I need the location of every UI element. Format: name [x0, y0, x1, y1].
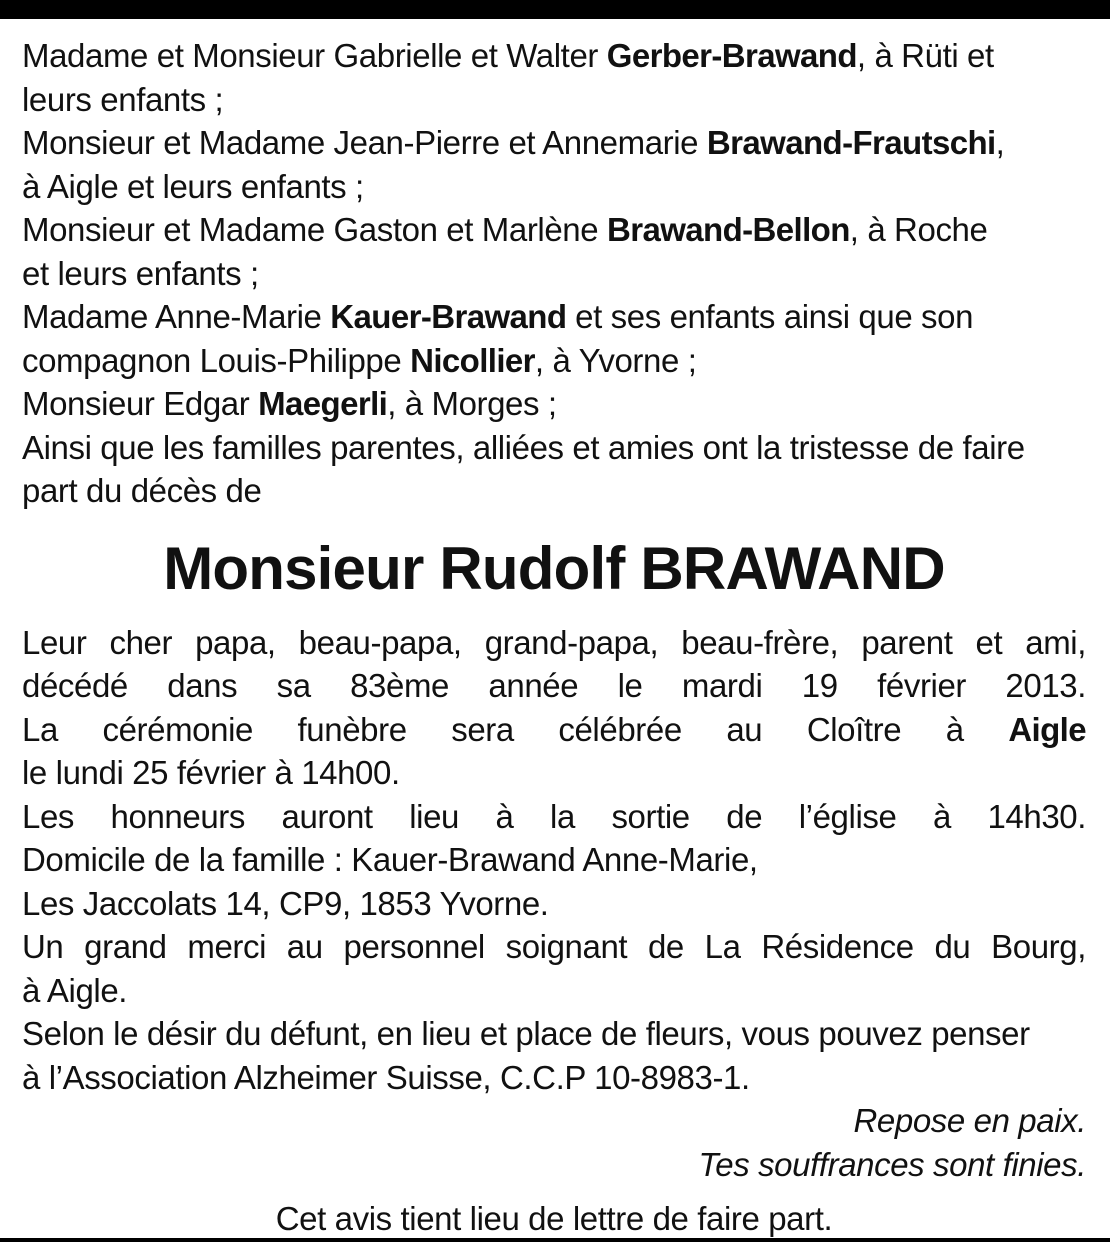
closing-note: Cet avis tient lieu de lettre de faire part. — [275, 1200, 833, 1237]
family-line: Monsieur Edgar Maegerli, à Morges ; — [22, 385, 557, 422]
body-line: Les honneurs auront lieu à la sortie de l’église à 14h30. — [22, 797, 1086, 835]
top-border-rule — [0, 0, 1110, 19]
family-surname: Maegerli — [258, 385, 388, 422]
family-surname: Brawand-Frautschi — [706, 124, 996, 161]
body-line: Domicile de la famille : Kauer-Brawand Anne-Marie, — [22, 841, 758, 878]
family-surname: Nicollier — [410, 341, 535, 379]
epitaph-line: Repose en paix. — [853, 1102, 1086, 1139]
deceased-name: Monsieur Rudolf BRAWAND — [163, 534, 945, 602]
epitaph-line: Tes souffrances sont finies. — [698, 1145, 1086, 1183]
death-notice — [22, 34, 1086, 1242]
body-line: décédé dans sa 83ème année le mardi 19 février 2013. — [22, 667, 1086, 704]
family-line: Monsieur et Madame Jean-Pierre et Annemarie Brawand-Frautschi, — [22, 124, 1005, 161]
family-line: leurs enfants ; — [22, 80, 224, 118]
family-line: à Aigle et leurs enfants ; — [22, 167, 364, 205]
body-line: le lundi 25 février à 14h00. — [22, 754, 400, 791]
family-line: part du décès de — [22, 472, 262, 509]
ceremony-place: Aigle — [1008, 710, 1086, 748]
body-line: Selon le désir du défunt, en lieu et place de fleurs, vous pouvez penser — [22, 1015, 1030, 1052]
family-line: Madame et Monsieur Gabrielle et Walter Gerber-Brawand, à Rüti et — [22, 37, 994, 74]
family-line: Ainsi que les familles parentes, alliées et amies ont la tristesse de faire — [22, 428, 1025, 466]
family-line: compagnon Louis-Philippe Nicollier, à Yvorne ; — [22, 341, 697, 379]
body-line: à l’Association Alzheimer Suisse, C.C.P 10-8983-1. — [22, 1058, 750, 1096]
family-line: Monsieur et Madame Gaston et Marlène Brawand-Bellon, à Roche — [22, 211, 988, 248]
family-line: et leurs enfants ; — [22, 254, 259, 292]
body-line: Les Jaccolats 14, CP9, 1853 Yvorne. — [22, 884, 549, 922]
body-line: La cérémonie funèbre sera célébrée au Cloître à Aigle — [22, 710, 1086, 748]
family-line: Madame Anne-Marie Kauer-Brawand et ses enfants ainsi que son — [22, 298, 974, 335]
body-line: Leur cher papa, beau-papa, grand-papa, beau-frère, parent et ami, — [22, 623, 1086, 661]
family-surname: Gerber-Brawand — [606, 37, 857, 74]
body-line: à Aigle. — [22, 971, 128, 1009]
family-surname: Brawand-Bellon — [607, 211, 850, 248]
body-line: Un grand merci au personnel soignant de La Résidence du Bourg, — [22, 928, 1086, 965]
bottom-border-rule — [0, 1238, 1110, 1242]
family-surname: Kauer-Brawand — [330, 298, 567, 335]
